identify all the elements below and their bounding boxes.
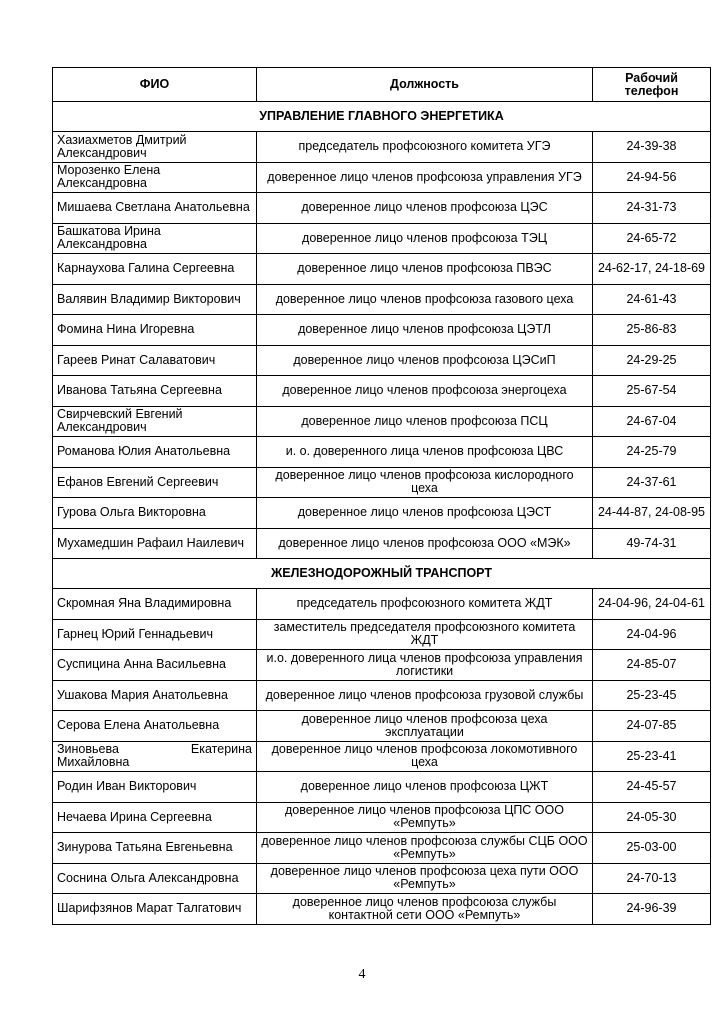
position-cell: доверенное лицо членов профсоюза ООО «МЭК» [257, 528, 593, 559]
position-cell: заместитель председателя профсоюзного комитета ЖДТ [257, 619, 593, 650]
position-cell: и.о. доверенного лица членов профсоюза управления логистики [257, 650, 593, 681]
position-cell: доверенное лицо членов профсоюза ПСЦ [257, 406, 593, 437]
phone-cell: 49-74-31 [593, 528, 711, 559]
person-name: Фомина Нина Игоревна [53, 315, 257, 346]
position-cell: доверенное лицо членов профсоюза цеха пути ООО «Ремпуть» [257, 863, 593, 894]
position-cell: доверенное лицо членов профсоюза ЦЖТ [257, 772, 593, 803]
table-row [53, 406, 711, 437]
table-row [53, 863, 711, 894]
person-name: Суспицина Анна Васильевна [53, 650, 257, 681]
phone-cell: 24-61-43 [593, 284, 711, 315]
table-row [53, 589, 711, 620]
position-cell: доверенное лицо членов профсоюза грузовой службы [257, 680, 593, 711]
position-cell: доверенное лицо членов профсоюза службы СЦБ ООО «Ремпуть» [257, 833, 593, 864]
phone-cell: 24-04-96, 24-04-61 [593, 589, 711, 620]
person-name: Мишаева Светлана Анатольевна [53, 193, 257, 224]
person-name: Соснина Ольга Александровна [53, 863, 257, 894]
person-name: Карнаухова Галина Сергеевна [53, 254, 257, 285]
person-name: Скромная Яна Владимировна [53, 589, 257, 620]
person-name: Свирчевский Евгений Александрович [53, 406, 257, 437]
position-cell: доверенное лицо членов профсоюза ЦЭС [257, 193, 593, 224]
position-cell: доверенное лицо членов профсоюза энергоцеха [257, 376, 593, 407]
section-row [53, 102, 711, 132]
person-name: Гурова Ольга Викторовна [53, 498, 257, 529]
table-row [53, 833, 711, 864]
table-row [53, 467, 711, 498]
person-name: Гареев Ринат Салаватович [53, 345, 257, 376]
position-cell: доверенное лицо членов профсоюза ЦЭТЛ [257, 315, 593, 346]
phone-cell: 24-05-30 [593, 802, 711, 833]
person-name: Башкатова Ирина Александровна [53, 223, 257, 254]
phone-cell: 24-31-73 [593, 193, 711, 224]
table-row [53, 437, 711, 468]
position-cell: доверенное лицо членов профсоюза ПВЭС [257, 254, 593, 285]
table-row [53, 284, 711, 315]
position-cell: доверенное лицо членов профсоюза ЦЭСиП [257, 345, 593, 376]
header-phone-label: Рабочий телефон [624, 70, 679, 98]
person-name: Гарнец Юрий Геннадьевич [53, 619, 257, 650]
table-row [53, 528, 711, 559]
person-name: Морозенко Елена Александровна [53, 162, 257, 193]
position-cell: доверенное лицо членов профсоюза управления УГЭ [257, 162, 593, 193]
phone-cell: 24-96-39 [593, 894, 711, 925]
phone-cell: 25-23-45 [593, 680, 711, 711]
phone-cell: 24-04-96 [593, 619, 711, 650]
phone-cell: 25-86-83 [593, 315, 711, 346]
contacts-table [52, 67, 711, 925]
table-row [53, 315, 711, 346]
table-row [53, 376, 711, 407]
phone-cell: 24-45-57 [593, 772, 711, 803]
person-name: Зиновьева Екатерина Михайловна [53, 741, 257, 772]
phone-cell: 24-62-17, 24-18-69 [593, 254, 711, 285]
section-title: УПРАВЛЕНИЕ ГЛАВНОГО ЭНЕРГЕТИКА [53, 102, 711, 132]
table-row [53, 802, 711, 833]
table-row [53, 619, 711, 650]
phone-cell: 25-67-54 [593, 376, 711, 407]
person-name: Иванова Татьяна Сергеевна [53, 376, 257, 407]
table-row [53, 741, 711, 772]
page-number: 4 [358, 967, 366, 982]
table-row [53, 223, 711, 254]
table-row [53, 894, 711, 925]
phone-cell: 24-39-38 [593, 132, 711, 163]
table-row [53, 772, 711, 803]
phone-cell: 24-07-85 [593, 711, 711, 742]
table-row [53, 680, 711, 711]
person-name: Ефанов Евгений Сергеевич [53, 467, 257, 498]
phone-cell: 24-25-79 [593, 437, 711, 468]
phone-cell: 24-65-72 [593, 223, 711, 254]
position-cell: доверенное лицо членов профсоюза локомотивного цеха [257, 741, 593, 772]
table-body [53, 102, 711, 925]
table-row [53, 162, 711, 193]
table-row [53, 254, 711, 285]
section-title: ЖЕЛЕЗНОДОРОЖНЫЙ ТРАНСПОРТ [53, 559, 711, 589]
person-name: Зинурова Татьяна Евгеньевна [53, 833, 257, 864]
table-row [53, 711, 711, 742]
table-row [53, 345, 711, 376]
section-row [53, 559, 711, 589]
position-cell: доверенное лицо членов профсоюза кислородного цеха [257, 467, 593, 498]
header-name: ФИО [53, 68, 257, 102]
phone-cell: 24-94-56 [593, 162, 711, 193]
person-name: Шарифзянов Марат Талгатович [53, 894, 257, 925]
table-row [53, 193, 711, 224]
header-position: Должность [257, 68, 593, 102]
phone-cell: 24-37-61 [593, 467, 711, 498]
position-cell: председатель профсоюзного комитета УГЭ [257, 132, 593, 163]
person-name: Романова Юлия Анатольевна [53, 437, 257, 468]
table-header-row [53, 68, 711, 102]
person-name: Родин Иван Викторович [53, 772, 257, 803]
position-cell: доверенное лицо членов профсоюза газового цеха [257, 284, 593, 315]
phone-cell: 25-03-00 [593, 833, 711, 864]
phone-cell: 24-44-87, 24-08-95 [593, 498, 711, 529]
table-row [53, 650, 711, 681]
person-name: Хазиахметов Дмитрий Александрович [53, 132, 257, 163]
person-name: Серова Елена Анатольевна [53, 711, 257, 742]
position-cell: председатель профсоюзного комитета ЖДТ [257, 589, 593, 620]
phone-cell: 24-67-04 [593, 406, 711, 437]
person-name: Мухамедшин Рафаил Наилевич [53, 528, 257, 559]
phone-cell: 25-23-41 [593, 741, 711, 772]
position-cell: и. о. доверенного лица членов профсоюза ЦВС [257, 437, 593, 468]
header-phone [593, 68, 711, 102]
position-cell: доверенное лицо членов профсоюза цеха эксплуатации [257, 711, 593, 742]
table-row [53, 132, 711, 163]
table-row [53, 498, 711, 529]
position-cell: доверенное лицо членов профсоюза ЦПС ООО «Ремпуть» [257, 802, 593, 833]
person-name: Нечаева Ирина Сергеевна [53, 802, 257, 833]
position-cell: доверенное лицо членов профсоюза ЦЭСТ [257, 498, 593, 529]
position-cell: доверенное лицо членов профсоюза ТЭЦ [257, 223, 593, 254]
person-name: Валявин Владимир Викторович [53, 284, 257, 315]
phone-cell: 24-29-25 [593, 345, 711, 376]
phone-cell: 24-70-13 [593, 863, 711, 894]
position-cell: доверенное лицо членов профсоюза службы контактной сети ООО «Ремпуть» [257, 894, 593, 925]
person-name: Ушакова Мария Анатольевна [53, 680, 257, 711]
phone-cell: 24-85-07 [593, 650, 711, 681]
